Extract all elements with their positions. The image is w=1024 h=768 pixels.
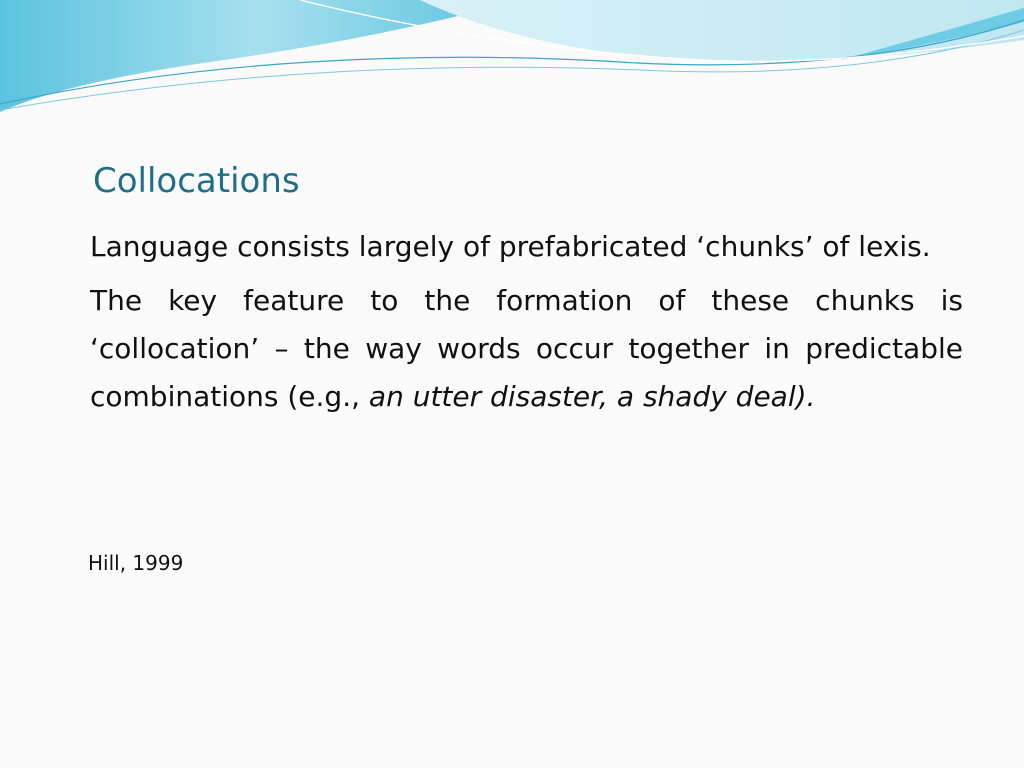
citation: Hill, 1999 xyxy=(88,551,184,575)
collocation-examples: an utter disaster, a shady deal). xyxy=(368,380,816,413)
header-wave-decoration xyxy=(0,0,1024,130)
slide-body xyxy=(90,223,963,427)
wave-shape-left xyxy=(0,0,520,112)
paragraph-collocation xyxy=(90,277,963,421)
paragraph-chunks: Language consists largely of prefabricated ‘chunks’ of lexis. xyxy=(90,230,931,263)
paragraph-collocation-text: The key feature to the formation of these chunks is ‘collocation’ – the way words occur together in predictable combinations (e.g., xyxy=(90,284,963,413)
slide-title: Collocations xyxy=(93,161,300,201)
wave-shape-right xyxy=(420,0,1024,61)
